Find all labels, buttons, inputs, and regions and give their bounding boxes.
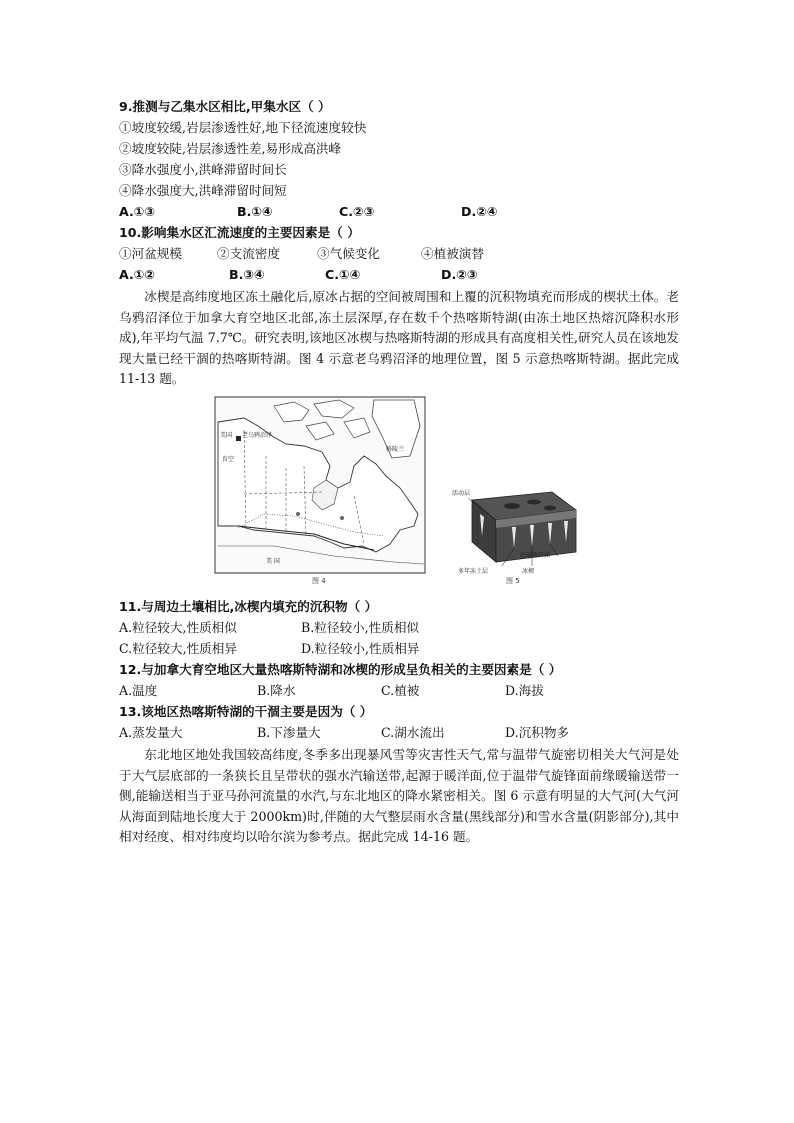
figure-4-caption: 图 4 <box>312 577 326 585</box>
fig5-label-ice-wedge: 冰楔 <box>522 568 535 575</box>
q11-option-d[interactable]: D.粒径较小,性质相异 <box>301 641 420 656</box>
q12-option-b[interactable]: B.降水 <box>257 683 296 698</box>
q10-item-2: ②支流密度 <box>217 246 280 261</box>
q11-stem: 11.与周边土壤相比,冰楔内填充的沉积物（ ） <box>119 599 378 614</box>
q12-stem: 12.与加拿大育空地区大量热喀斯特湖和冰楔的形成呈负相关的主要因素是（ ） <box>119 662 562 677</box>
q11-option-c[interactable]: C.粒径较大,性质相异 <box>119 641 237 656</box>
q12-option-c[interactable]: C.植被 <box>381 683 420 698</box>
q9-item-3: ③降水强度小,洪峰滞留时间长 <box>119 162 287 177</box>
figure-5-caption: 图 5 <box>506 577 520 585</box>
canada-map-svg <box>214 396 426 586</box>
q10-item-3: ③气候变化 <box>317 246 380 261</box>
q9-option-c[interactable]: C.②③ <box>339 204 375 219</box>
q12-option-d[interactable]: D.海拔 <box>505 683 544 698</box>
thermokarst-svg <box>452 470 582 576</box>
passage-ice-wedge: 冰楔是高纬度地区冻土融化后,原冰占据的空间被周围和上覆的沉积物填充而形成的楔状土体。老乌鸦沼泽位于加拿大育空地区北部,冻土层深厚,存在数千个热喀斯特湖(由冻土地区热熔沉降积水形成),年平均气温 7.7℃。研究表明,该地区冰楔与热喀斯特湖的形成具有高度相关性,研究人员在该地发现大量已经干涸的热喀斯特湖。图 4 示意老乌鸦沼泽的地理位置，图 5 示意热喀斯特湖。据此完成 11-13 题。 <box>119 289 679 386</box>
map-label-usa-south: 美 国 <box>266 558 280 565</box>
q13-option-b[interactable]: B.下渗量大 <box>257 725 321 740</box>
q12-option-a[interactable]: A.温度 <box>119 683 158 698</box>
q9-item-2: ②坡度较陡,岩层渗透性差,易形成高洪峰 <box>119 141 342 156</box>
fig5-label-active-layer: 活动层 <box>452 490 471 497</box>
q9-option-a[interactable]: A.①③ <box>119 204 156 219</box>
q10-option-c[interactable]: C.①④ <box>325 267 361 282</box>
q10-option-a[interactable]: A.①② <box>119 267 156 282</box>
q9-stem: 9.推测与乙集水区相比,甲集水区（ ） <box>119 99 331 114</box>
q10-stem: 10.影响集水区汇流速度的主要因素是（ ） <box>119 225 360 240</box>
q10-item-4: ④植被演替 <box>421 246 484 261</box>
q9-item-4: ④降水强度大,洪峰滞留时间短 <box>119 183 287 198</box>
map-label-marsh: 老乌鸦沼泽 <box>242 432 273 439</box>
q13-stem: 13.该地区热喀斯特湖的干涸主要是因为（ ） <box>119 704 373 719</box>
map-label-greenland: 格陵兰 <box>386 446 405 453</box>
map-label-yukon: 育空 <box>222 456 235 463</box>
fig5-label-thermokarst-lake: 热喀斯特湖 <box>520 552 551 559</box>
q10-item-1: ①河盆规模 <box>119 246 182 261</box>
q9-option-b[interactable]: B.①④ <box>237 204 273 219</box>
q11-option-b[interactable]: B.粒径较小,性质相似 <box>301 620 420 635</box>
q13-option-c[interactable]: C.湖水流出 <box>381 725 445 740</box>
figure-4-map <box>214 396 426 586</box>
fig5-label-permafrost: 多年冻土层 <box>458 568 489 575</box>
q13-option-d[interactable]: D.沉积物多 <box>505 725 570 740</box>
figure-5-diagram <box>452 470 582 586</box>
q9-item-1: ①坡度较缓,岩层渗透性好,地下径流速度较快 <box>119 120 367 135</box>
q10-option-b[interactable]: B.③④ <box>229 267 265 282</box>
q10-option-d[interactable]: D.②③ <box>441 267 478 282</box>
map-label-usa-nw: 美国 <box>220 432 233 439</box>
q9-option-d[interactable]: D.②④ <box>461 204 498 219</box>
q13-option-a[interactable]: A.蒸发量大 <box>119 725 183 740</box>
q11-option-a[interactable]: A.粒径较大,性质相似 <box>119 620 237 635</box>
passage-atmospheric-river: 东北地区地处我国较高纬度,冬季多出现暴风雪等灾害性天气,常与温带气旋密切相关大气河是处于大气层底部的一条狭长且呈带状的强水汽输送带,起源于暖洋面,位于温带气旋锋面前缘暖输送带一侧,能输送相当于亚马孙河流量的水汽,与东北地区的降水紧密相关。图 6 示意有明显的大气河(大气河从海面到陆地长度大于 2000km)时,伴随的大气整层雨水含量(黑线部分)和雪水含量(阴影部分),其中相对经度、相对纬度均以哈尔滨为参考点。据此完成 14-16 题。 <box>119 747 679 844</box>
